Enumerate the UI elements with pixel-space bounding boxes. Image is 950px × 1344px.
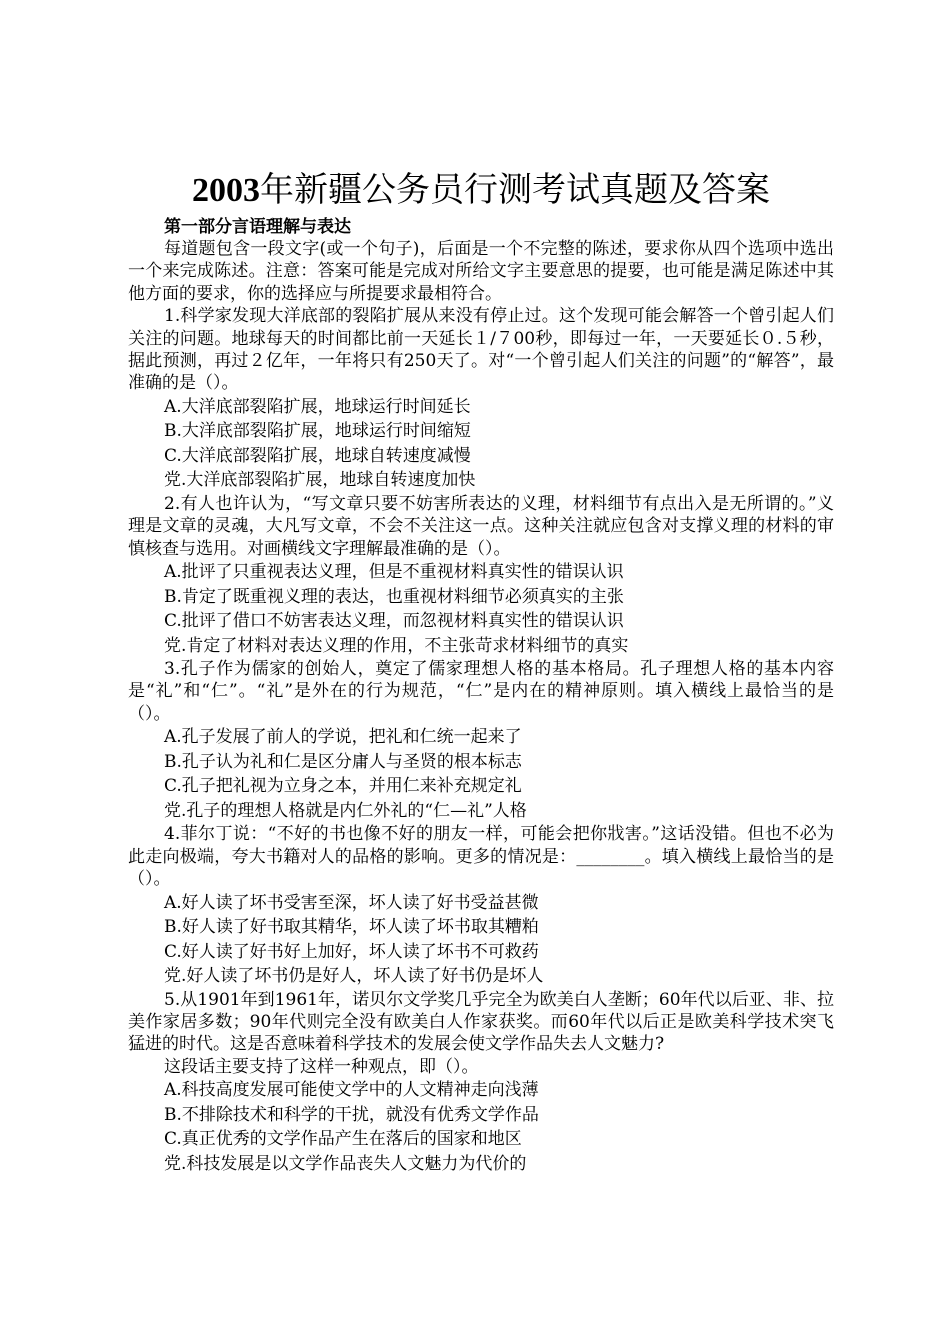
question-3-option-b: B.孔子认为礼和仁是区分庸人与圣贤的根本标志 — [164, 751, 522, 772]
question-4-stem: 4.菲尔丁说：“不好的书也像不好的朋友一样，可能会把你戕害。”这话没错。但也不必为此走向极端，夸大书籍对人的品格的影响。更多的情况是：________。填入横线上最恰当的是（）。 — [128, 824, 834, 890]
document-page — [128, 170, 834, 1176]
question-2-option-a: A.批评了只重视表达义理，但是不重视材料真实性的错误认识 — [164, 562, 624, 583]
question-3-option-a: A.孔子发展了前人的学说，把礼和仁统一起来了 — [164, 727, 522, 748]
section-heading: 第一部分言语理解与表达 — [164, 217, 351, 237]
question-2-option-c: C.批评了借口不妨害表达义理，而忽视材料真实性的错误认识 — [164, 611, 624, 632]
question-2-option-b: B.肯定了既重视义理的表达，也重视材料细节必须真实的主张 — [164, 586, 624, 607]
question-4-option-c: C.好人读了好书好上加好，坏人读了坏书不可救药 — [164, 941, 539, 962]
instructions-paragraph: 每道题包含一段文字(或一个句子)，后面是一个不完整的陈述，要求你从四个选项中选出一个来完成陈述。注意：答案可能是完成对所给文字主要意思的提要，也可能是满足陈述中其他方面的要求，你的选择应与所提要求最相符合。 — [128, 239, 834, 304]
question-4-option-a: A.好人读了坏书受害至深，坏人读了好书受益甚微 — [164, 892, 539, 913]
question-4-option-b: B.好人读了好书取其精华，坏人读了坏书取其糟粕 — [164, 917, 539, 937]
title-year: 2003 — [192, 172, 260, 209]
question-4-option-d: 党.好人读了坏书仍是好人，坏人读了好书仍是坏人 — [164, 966, 544, 986]
question-5-stem: 5.从1901年到1961年，诺贝尔文学奖几乎完全为欧美白人垄断；60年代以后亚、非、拉美作家居多数；90年代则完全没有欧美白人作家获奖。而60年代以后正是欧美科学技术突飞猛进的时代。这是否意味着科学技术的发展会使文学作品失去人文魅力? — [128, 989, 834, 1055]
question-3-stem: 3.孔子作为儒家的创始人，奠定了儒家理想人格的基本格局。孔子理想人格的基本内容是“礼”和“仁”。“礼”是外在的行为规范，“仁”是内在的精神原则。填入横线上最恰当的是（）。 — [128, 659, 834, 724]
question-3-option-c: C.孔子把礼视为立身之本，并用仁来补充规定礼 — [164, 776, 522, 797]
question-3-option-d: 党.孔子的理想人格就是内仁外礼的“仁—礼”人格 — [164, 800, 527, 821]
question-1-option-c: C.大洋底部裂陷扩展，地球自转速度减慢 — [164, 445, 471, 466]
question-5-option-b: B.不排除技术和科学的干扰，就没有优秀文学作品 — [164, 1104, 539, 1125]
question-2-stem: 2.有人也许认为，“写文章只要不妨害所表达的义理，材料细节有点出入是无所谓的。”义理是文章的灵魂，大凡写文章，不会不关注这一点。这种关注就应包含对支撑义理的材料的审慎核查与选用。对画横线文字理解最准确的是（）。 — [128, 493, 834, 559]
question-5-prompt: 这段话主要支持了这样一种观点，即（）。 — [164, 1056, 479, 1077]
question-1-stem: 1.科学家发现大洋底部的裂陷扩展从来没有停止过。这个发现可能会解答一个曾引起人们关注的问题。地球每天的时间都比前一天延长１/７00秒，即每过一年，一天要延长０.５秒，据此预测，再过２亿年，一年将只有250天了。对“一个曾引起人们关注的问题”的“解答”，最准确的是（）。 — [128, 306, 834, 394]
question-1-option-a: A.大洋底部裂陷扩展，地球运行时间延长 — [164, 396, 471, 417]
question-1-option-d: 党.大洋底部裂陷扩展，地球自转速度加快 — [164, 470, 476, 491]
title-text: 年新疆公务员行测考试真题及答案 — [260, 172, 770, 209]
question-1-option-b: B.大洋底部裂陷扩展，地球运行时间缩短 — [164, 421, 471, 442]
question-2-option-d: 党.肯定了材料对表达义理的作用，不主张苛求材料细节的真实 — [164, 635, 629, 656]
question-5-option-d: 党.科技发展是以文学作品丧失人文魅力为代价的 — [164, 1153, 527, 1174]
document-title — [128, 170, 834, 212]
question-5-option-c: C.真正优秀的文学作品产生在落后的国家和地区 — [164, 1129, 522, 1150]
question-5-option-a: A.科技高度发展可能使文学中的人文精神走向浅薄 — [164, 1080, 539, 1101]
